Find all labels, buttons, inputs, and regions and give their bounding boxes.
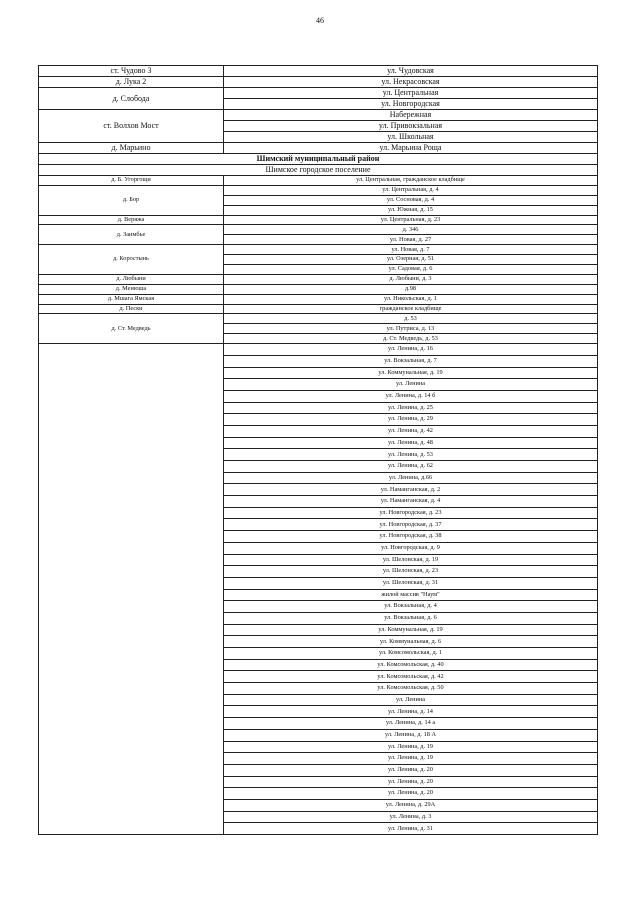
street-cell: ул. Ленина, д. 29А	[224, 799, 598, 811]
settlement-cell: д. Веряжа	[39, 215, 224, 225]
settlement-cell: ст. Чудово 3	[39, 66, 224, 77]
table-row	[39, 88, 598, 99]
street-cell: ул. Новгородская, д. 37	[224, 519, 598, 531]
street-cell: ул. Ленина, д. 14 б	[224, 390, 598, 402]
street-cell: д. 53	[224, 314, 598, 324]
street-cell: ул. Некрасовская	[224, 77, 598, 88]
street-cell: ул. Комсомольская, д. 40	[224, 659, 598, 671]
table-row	[39, 294, 598, 304]
table-row	[39, 274, 598, 284]
settlement-cell-empty	[39, 344, 224, 835]
street-cell: ул. Ленина, д.66	[224, 472, 598, 484]
street-cell: ул. Чудовская	[224, 66, 598, 77]
street-cell: ул. Никольская, д. 1	[224, 294, 598, 304]
street-cell: ул. Комсомольская, д. 50	[224, 683, 598, 695]
table-row	[39, 77, 598, 88]
table-row	[39, 314, 598, 324]
settlement-cell: д. Менюша	[39, 284, 224, 294]
settlement-cell: д. Любыни	[39, 274, 224, 284]
street-cell: ул. Коммунальная, д. 19	[224, 624, 598, 636]
street-cell: ул. Путриса, д. 13	[224, 324, 598, 334]
street-cell: ул. Центральная, д. 23	[224, 215, 598, 225]
street-cell: ул. Ленина, д. 16	[224, 344, 598, 356]
table-row	[39, 110, 598, 121]
settlement-cell: д. Пески	[39, 304, 224, 314]
street-cell: ул. Новгородская, д. 38	[224, 531, 598, 543]
street-cell: ул. Шелонская, д. 23	[224, 566, 598, 578]
table-row	[39, 176, 598, 186]
page-number: 46	[316, 16, 324, 25]
street-cell: ул. Ленина, д. 29	[224, 414, 598, 426]
street-cell: ул. Комсомольская, д. 42	[224, 671, 598, 683]
street-cell: ул. Сосновая, д. 4	[224, 195, 598, 205]
street-cell: ул. Ленина	[224, 379, 598, 391]
street-cell: ул. Шелонская, д. 19	[224, 554, 598, 566]
street-cell: ул. Центральная	[224, 88, 598, 99]
street-cell: ул. Марьина Роща	[224, 143, 598, 154]
street-cell: ул. Новгородская, д. 23	[224, 507, 598, 519]
street-cell: ул. Ленина	[224, 694, 598, 706]
street-cell: ул. Наманганская, д. 2	[224, 484, 598, 496]
table-row	[39, 304, 598, 314]
settlement-cell: д. Б. Угоргощи	[39, 176, 224, 186]
street-cell: ул. Новгородская	[224, 99, 598, 110]
table-row	[39, 154, 598, 165]
street-cell: ул. Ленина, д. 62	[224, 461, 598, 473]
street-cell: ул. Ленина, д. 25	[224, 402, 598, 414]
street-cell: ул. Ленина, д. 19	[224, 753, 598, 765]
street-cell: ул. Шелонская, д. 31	[224, 577, 598, 589]
street-cell: д. Ст. Медведь, д. 53	[224, 334, 598, 344]
street-cell: ул. Южная, д. 15	[224, 205, 598, 215]
street-cell: ул. Ленина, д. 20	[224, 776, 598, 788]
street-cell: ул. Центральная, д. 4	[224, 185, 598, 195]
street-cell: ул. Ленина, д. 14	[224, 706, 598, 718]
settlement-cell: д. Марьино	[39, 143, 224, 154]
settlement-cell: ст. Волхов Мост	[39, 110, 224, 143]
street-cell: ул. Привокзальная	[224, 121, 598, 132]
street-cell: ул. Новгородская, д. 9	[224, 542, 598, 554]
settlement-street-table	[38, 65, 598, 835]
settlement-cell: д. Заимбье	[39, 225, 224, 245]
street-cell: ул. Озерная, д. 51	[224, 255, 598, 265]
table-row	[39, 66, 598, 77]
subdistrict-header: Шимское городское поселение	[39, 165, 598, 176]
settlement-cell: д. Ст. Медведь	[39, 314, 224, 344]
street-cell: ул. Новая, д. 27	[224, 235, 598, 245]
table-body	[39, 66, 598, 835]
table-row	[39, 245, 598, 255]
table-row	[39, 225, 598, 235]
table-row	[39, 284, 598, 294]
street-cell: ул. Центральная, гражданское кладбище	[224, 176, 598, 186]
street-cell: ул. Ленина, д. 19	[224, 741, 598, 753]
street-cell: д. Любыни, д. 3	[224, 274, 598, 284]
street-cell: ул. Ленина, д. 14 а	[224, 718, 598, 730]
street-cell: жилой массив "Наум"	[224, 589, 598, 601]
street-cell: ул. Ленина, д. 31	[224, 823, 598, 835]
street-cell: ул. Коммунальная, д. 6	[224, 636, 598, 648]
settlement-cell: д. Слобода	[39, 88, 224, 110]
street-cell: ул. Комсомольская, д. 1	[224, 648, 598, 660]
table-row	[39, 185, 598, 195]
street-cell: ул. Новая, д. 7	[224, 245, 598, 255]
street-cell: ул. Ленина, д. 48	[224, 437, 598, 449]
street-cell: ул. Ленина, д. 53	[224, 449, 598, 461]
table-row	[39, 344, 598, 356]
settlement-cell: д. Лука 2	[39, 77, 224, 88]
settlement-cell: д. Бор	[39, 185, 224, 215]
street-cell: ул. Ленина, д. 20	[224, 764, 598, 776]
street-cell: гражданское кладбище	[224, 304, 598, 314]
street-cell: ул. Ленина, д. 42	[224, 425, 598, 437]
street-cell: ул. Ленина, д. 18 А	[224, 729, 598, 741]
street-cell: ул. Ленина, д. 20	[224, 788, 598, 800]
table-row	[39, 143, 598, 154]
street-cell: ул. Ленина, д. 3	[224, 811, 598, 823]
street-cell: д.98	[224, 284, 598, 294]
street-cell: ул. Коммунальная, д. 19	[224, 367, 598, 379]
street-cell: Набережная	[224, 110, 598, 121]
street-cell: ул. Вокзальная, д. 6	[224, 612, 598, 624]
street-cell: ул. Школьная	[224, 132, 598, 143]
street-cell: д. 346	[224, 225, 598, 235]
district-header: Шимский муниципальный район	[39, 154, 598, 165]
street-cell: ул. Вокзальная, д. 7	[224, 355, 598, 367]
table-row	[39, 165, 598, 176]
street-cell: ул. Садовая, д. 6	[224, 265, 598, 275]
street-cell: ул. Вокзальная, д. 4	[224, 601, 598, 613]
settlement-cell: д. Мшага Ямская	[39, 294, 224, 304]
settlement-cell: д. Коростынь	[39, 245, 224, 275]
table-row	[39, 215, 598, 225]
street-cell: ул. Наманганская, д. 4	[224, 496, 598, 508]
